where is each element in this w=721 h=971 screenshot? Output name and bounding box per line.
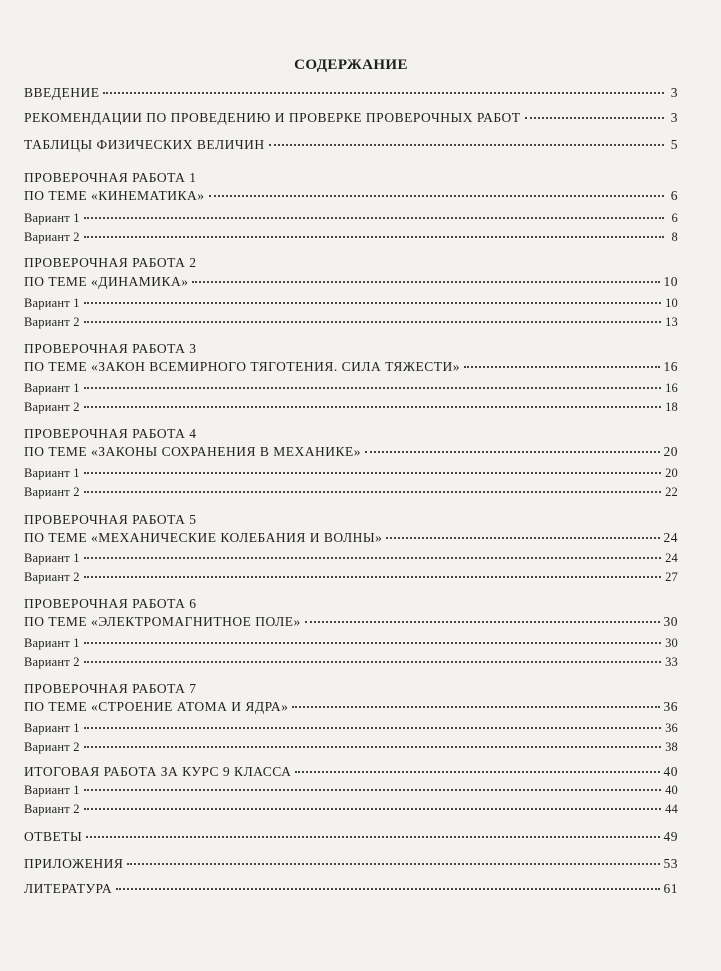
work-5-variant-2[interactable]: Вариант 2 27: [24, 570, 678, 584]
leader-dots: [103, 91, 664, 94]
leader-dots: [292, 705, 659, 708]
leader-dots: [365, 450, 659, 453]
leader-dots: [464, 365, 660, 368]
work-7-topic[interactable]: ПО ТЕМЕ «СТРОЕНИЕ АТОМА И ЯДРА» 36: [24, 699, 678, 714]
work-3-heading: ПРОВЕРОЧНАЯ РАБОТА 3: [24, 341, 197, 356]
work-3-variant-1[interactable]: Вариант 1 16: [24, 381, 678, 395]
work-4-variant-1[interactable]: Вариант 1 20: [24, 466, 678, 480]
leader-dots: [84, 235, 664, 238]
work-7-variant-1[interactable]: Вариант 1 36: [24, 721, 678, 735]
work-2-heading: ПРОВЕРОЧНАЯ РАБОТА 2: [24, 255, 197, 270]
work-3-variant-2[interactable]: Вариант 2 18: [24, 400, 678, 414]
toc-page: [24, 0, 678, 971]
work-1-variant-2[interactable]: Вариант 2 8: [24, 230, 678, 244]
toc-entry-tables[interactable]: ТАБЛИЦЫ ФИЗИЧЕСКИХ ВЕЛИЧИН 5: [24, 137, 678, 152]
work-4-variant-2[interactable]: Вариант 2 22: [24, 485, 678, 499]
work-7-heading: ПРОВЕРОЧНАЯ РАБОТА 7: [24, 681, 197, 696]
final-work-entry[interactable]: ИТОГОВАЯ РАБОТА ЗА КУРС 9 КЛАССА 40: [24, 764, 678, 779]
work-2-topic[interactable]: ПО ТЕМЕ «ДИНАМИКА» 10: [24, 274, 678, 289]
work-2-variant-2[interactable]: Вариант 2 13: [24, 315, 678, 329]
work-5-variant-1[interactable]: Вариант 1 24: [24, 551, 678, 565]
leader-dots: [84, 386, 661, 389]
work-4-topic[interactable]: ПО ТЕМЕ «ЗАКОНЫ СОХРАНЕНИЯ В МЕХАНИКЕ» 20: [24, 444, 678, 459]
toc-entry-appendix[interactable]: ПРИЛОЖЕНИЯ 53: [24, 856, 678, 871]
leader-dots: [386, 536, 659, 539]
leader-dots: [84, 660, 661, 663]
work-5-topic[interactable]: ПО ТЕМЕ «МЕХАНИЧЕСКИЕ КОЛЕБАНИЯ И ВОЛНЫ» 24: [24, 530, 678, 545]
leader-dots: [192, 280, 659, 283]
leader-dots: [84, 788, 661, 791]
leader-dots: [127, 862, 659, 865]
work-1-variant-1[interactable]: Вариант 1 6: [24, 211, 678, 225]
work-6-heading: ПРОВЕРОЧНАЯ РАБОТА 6: [24, 596, 197, 611]
toc-entry-answers[interactable]: ОТВЕТЫ 49: [24, 829, 678, 844]
leader-dots: [84, 301, 661, 304]
leader-dots: [84, 216, 664, 219]
work-1-topic[interactable]: ПО ТЕМЕ «КИНЕМАТИКА» 6: [24, 188, 678, 203]
leader-dots: [84, 471, 661, 474]
leader-dots: [525, 116, 664, 119]
work-7-variant-2[interactable]: Вариант 2 38: [24, 740, 678, 754]
leader-dots: [84, 575, 661, 578]
leader-dots: [209, 194, 664, 197]
leader-dots: [84, 807, 661, 810]
work-6-topic[interactable]: ПО ТЕМЕ «ЭЛЕКТРОМАГНИТНОЕ ПОЛЕ» 30: [24, 614, 678, 629]
work-3-topic[interactable]: ПО ТЕМЕ «ЗАКОН ВСЕМИРНОГО ТЯГОТЕНИЯ. СИЛА ТЯЖЕСТИ» 16: [24, 359, 678, 374]
page-title: СОДЕРЖАНИЕ: [294, 57, 408, 73]
toc-entry-recommendations[interactable]: РЕКОМЕНДАЦИИ ПО ПРОВЕДЕНИЮ И ПРОВЕРКЕ ПРОВЕРОЧНЫХ РАБОТ 3: [24, 110, 678, 125]
work-4-heading: ПРОВЕРОЧНАЯ РАБОТА 4: [24, 426, 197, 441]
toc-entry-introduction[interactable]: ВВЕДЕНИЕ 3: [24, 85, 678, 100]
final-work-variant-1[interactable]: Вариант 1 40: [24, 783, 678, 797]
work-1-heading: ПРОВЕРОЧНАЯ РАБОТА 1: [24, 170, 197, 185]
work-2-variant-1[interactable]: Вариант 1 10: [24, 296, 678, 310]
leader-dots: [269, 143, 664, 146]
leader-dots: [84, 556, 661, 559]
leader-dots: [84, 320, 661, 323]
toc-entry-literature[interactable]: ЛИТЕРАТУРА 61: [24, 881, 678, 896]
leader-dots: [86, 835, 659, 838]
leader-dots: [305, 620, 660, 623]
work-6-variant-1[interactable]: Вариант 1 30: [24, 636, 678, 650]
leader-dots: [116, 887, 659, 890]
leader-dots: [84, 490, 661, 493]
leader-dots: [84, 405, 661, 408]
leader-dots: [84, 726, 661, 729]
final-work-variant-2[interactable]: Вариант 2 44: [24, 802, 678, 816]
leader-dots: [84, 745, 661, 748]
leader-dots: [84, 641, 661, 644]
work-5-heading: ПРОВЕРОЧНАЯ РАБОТА 5: [24, 512, 197, 527]
work-6-variant-2[interactable]: Вариант 2 33: [24, 655, 678, 669]
leader-dots: [295, 770, 659, 773]
